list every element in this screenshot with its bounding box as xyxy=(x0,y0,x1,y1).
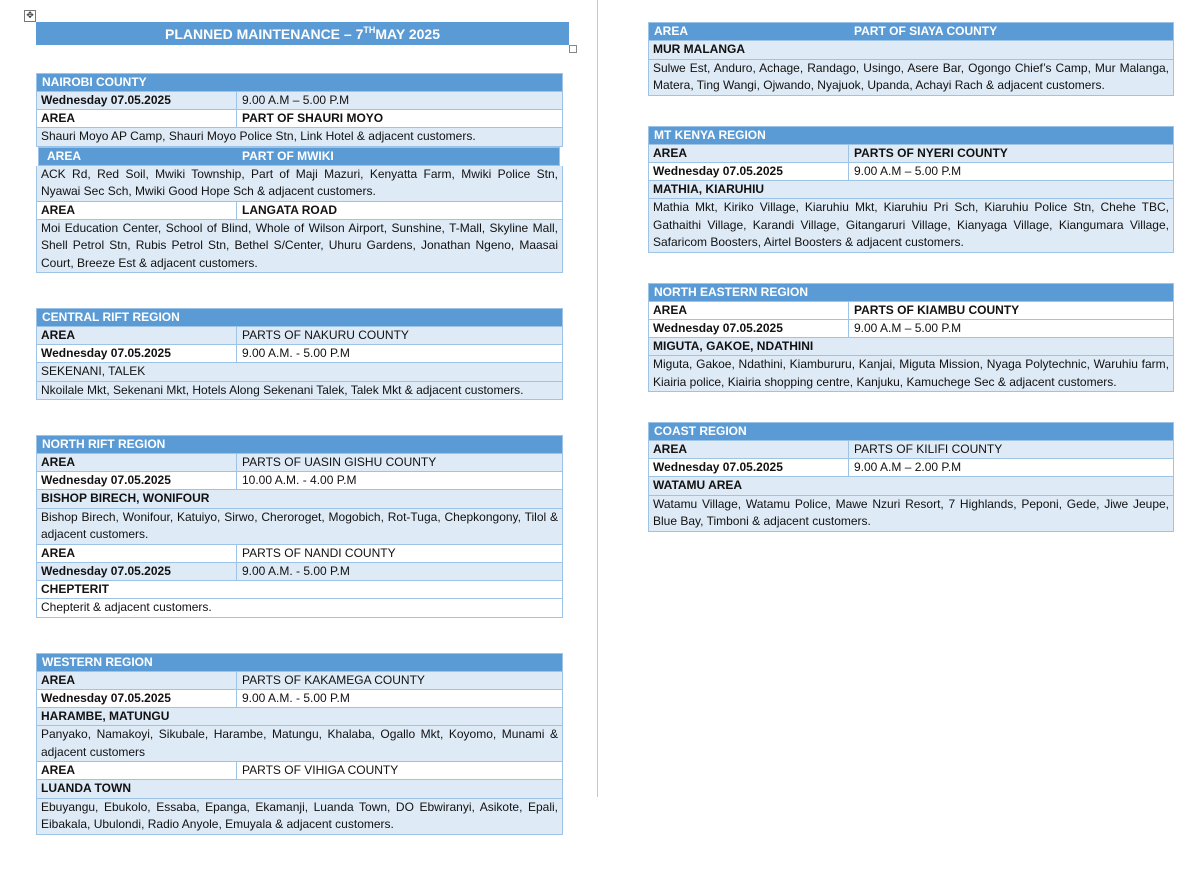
area-description: Sulwe Est, Anduro, Achage, Randago, Usingo, Asere Bar, Ogongo Chief’s Camp, Mur Malanga, Matera, Ting Wangi, Ojwando, Nyajuok, Upanda, Achayi Rach & adjacent customers. xyxy=(648,60,1174,96)
area-label: AREA xyxy=(37,327,237,344)
area-value: PART OF SIAYA COUNTY xyxy=(854,24,998,38)
date-time-row xyxy=(36,563,563,581)
time-cell: 9.00 A.M – 5.00 P.M xyxy=(854,320,962,335)
place-name: MIGUTA, GAKOE, NDATHINI xyxy=(648,338,1174,357)
area-value: PARTS OF NAKURU COUNTY xyxy=(242,328,409,342)
section-header: NAIROBI COUNTY xyxy=(36,73,563,92)
area-description: Nkoilale Mkt, Sekenani Mkt, Hotels Along Sekenani Talek, Talek Mkt & adjacent customers. xyxy=(36,382,563,401)
area-row xyxy=(648,441,1174,459)
place-name: BISHOP BIRECH, WONIFOUR xyxy=(36,490,563,509)
time-cell: 9.00 A.M – 2.00 P.M xyxy=(854,460,962,474)
area-label: AREA xyxy=(47,148,82,163)
area-label: AREA xyxy=(37,110,237,127)
nairobi-section xyxy=(36,73,563,273)
area-label: AREA xyxy=(649,302,849,319)
date-time-row xyxy=(648,459,1174,477)
place-name: WATAMU AREA xyxy=(648,477,1174,496)
title-prefix: PLANNED MAINTENANCE – 7 xyxy=(165,25,364,42)
section-header: NORTH RIFT REGION xyxy=(36,435,563,454)
area-label: AREA xyxy=(37,454,237,471)
area-description: Watamu Village, Watamu Police, Mawe Nzuri Resort, 7 Highlands, Peponi, Gede, Jiwe Jeupe, Blue Bay, Timboni & adjacent customers. xyxy=(648,496,1174,532)
area-label: AREA xyxy=(654,24,689,38)
siaya-section xyxy=(648,22,1174,96)
time-cell: 9.00 A.M. - 5.00 P.M xyxy=(242,563,350,578)
area-label: AREA xyxy=(37,762,237,779)
area-row xyxy=(36,672,563,690)
place-name: SEKENANI, TALEK xyxy=(36,363,563,382)
area-description: Shauri Moyo AP Camp, Shauri Moyo Police Stn, Link Hotel & adjacent customers. xyxy=(36,128,563,147)
area-value: LANGATA ROAD xyxy=(242,202,338,217)
mt-kenya-section xyxy=(648,126,1174,253)
area-header-row xyxy=(38,147,560,166)
page-divider xyxy=(597,0,598,797)
area-description: Mathia Mkt, Kiriko Village, Kiaruhiu Mkt, Kiaruhiu Pri Sch, Kiaruhiu Police Stn, Chehe TBC, Gathaithi Village, Karandi Village, Gitangaruri Village, Kianyaga Village, Kiangumara Village, Safaricom Boosters, Airtel Boosters & adjacent customers. xyxy=(648,199,1174,253)
area-value: PARTS OF KILIFI COUNTY xyxy=(854,442,1003,456)
area-value: PARTS OF UASIN GISHU COUNTY xyxy=(242,455,437,469)
date-cell: Wednesday 07.05.2025 xyxy=(37,563,237,580)
area-description: ACK Rd, Red Soil, Mwiki Township, Part of Maji Mazuri, Kenyatta Farm, Mwiki Police Stn, Nyawai Sec Sch, Mwiki Good Hope Sch & adjacent customers. xyxy=(36,166,563,202)
time-cell: 10.00 A.M. - 4.00 P.M xyxy=(242,473,357,487)
area-row xyxy=(36,110,563,128)
area-label: AREA xyxy=(649,441,849,458)
section-header: CENTRAL RIFT REGION xyxy=(36,308,563,327)
area-label: AREA xyxy=(37,202,237,219)
date-cell: Wednesday 07.05.2025 xyxy=(649,163,849,180)
time-cell: 9.00 A.M. - 5.00 P.M xyxy=(242,690,350,705)
area-value: PARTS OF NYERI COUNTY xyxy=(854,145,1008,160)
date-cell: Wednesday 07.05.2025 xyxy=(649,320,849,337)
area-label: AREA xyxy=(37,545,237,562)
area-value: PARTS OF VIHIGA COUNTY xyxy=(242,763,399,777)
date-time-row xyxy=(36,345,563,363)
place-name: HARAMBE, MATUNGU xyxy=(36,708,563,727)
section-header: COAST REGION xyxy=(648,422,1174,441)
western-section xyxy=(36,653,563,835)
time-cell: 9.00 A.M. - 5.00 P.M xyxy=(242,346,350,360)
place-name: LUANDA TOWN xyxy=(36,780,563,799)
section-header: MT KENYA REGION xyxy=(648,126,1174,145)
area-row xyxy=(36,327,563,345)
area-description: Miguta, Gakoe, Ndathini, Kiambururu, Kanjai, Miguta Mission, Nyaga Polytechnic, Waruhiu farm, Kiairia police, Kiairia shopping centre, Kanjuku, Kamuchege Sec & adjacent customers. xyxy=(648,356,1174,392)
north-eastern-section xyxy=(648,283,1174,393)
central-rift-section xyxy=(36,308,563,400)
time-cell: 9.00 A.M – 5.00 P.M xyxy=(242,93,350,107)
area-description: Chepterit & adjacent customers. xyxy=(36,599,563,618)
area-description: Ebuyangu, Ebukolo, Essaba, Epanga, Ekamanji, Luanda Town, DO Ebwiranyi, Asikote, Epali, Eibakala, Ubulondi, Radio Anyole, Emuyala & adjacent customers. xyxy=(36,799,563,835)
date-cell: Wednesday 07.05.2025 xyxy=(37,345,237,362)
area-description: Panyako, Namakoyi, Sikubale, Harambe, Matungu, Khalaba, Ogallo Mkt, Koyomo, Munami & adjacent customers xyxy=(36,726,563,762)
title-suffix: MAY 2025 xyxy=(375,25,440,42)
area-row xyxy=(648,145,1174,163)
date-time-row xyxy=(648,163,1174,181)
date-cell: Wednesday 07.05.2025 xyxy=(37,92,237,109)
area-value: PARTS OF KIAMBU COUNTY xyxy=(854,302,1020,317)
date-cell: Wednesday 07.05.2025 xyxy=(37,690,237,707)
place-name: MATHIA, KIARUHIU xyxy=(648,181,1174,200)
table-resize-handle[interactable] xyxy=(569,45,577,53)
area-row xyxy=(36,202,563,220)
area-value: PART OF MWIKI xyxy=(242,148,334,163)
page-title xyxy=(36,22,569,45)
left-column xyxy=(36,73,563,870)
area-label: AREA xyxy=(37,672,237,689)
area-row xyxy=(36,454,563,472)
section-header: WESTERN REGION xyxy=(36,653,563,672)
date-time-row xyxy=(36,690,563,708)
area-label: AREA xyxy=(649,145,849,162)
date-time-row xyxy=(36,92,563,110)
area-row xyxy=(648,302,1174,320)
table-move-handle-icon[interactable]: ✥ xyxy=(24,10,36,22)
date-cell: Wednesday 07.05.2025 xyxy=(649,459,849,476)
area-row xyxy=(36,545,563,563)
place-name: CHEPTERIT xyxy=(36,581,563,600)
area-row xyxy=(36,762,563,780)
right-column xyxy=(648,22,1174,562)
area-value: PARTS OF NANDI COUNTY xyxy=(242,545,396,560)
coast-section xyxy=(648,422,1174,532)
place-name: MUR MALANGA xyxy=(648,41,1174,60)
date-time-row xyxy=(648,320,1174,338)
area-value: PART OF SHAURI MOYO xyxy=(242,111,384,125)
area-header-row xyxy=(648,22,1174,41)
title-superscript: TH xyxy=(363,24,376,35)
area-description: Moi Education Center, School of Blind, Whole of Wilson Airport, Sunshine, T-Mall, Skyline Mall, Shell Petrol Stn, Rubis Petrol Stn, Bethel S/Center, Uhuru Gardens, Jonathan Ngeno, Maasai Court, Breeze Est & adjacent customers. xyxy=(36,220,563,274)
time-cell: 9.00 A.M – 5.00 P.M xyxy=(854,163,962,178)
area-value: PARTS OF KAKAMEGA COUNTY xyxy=(242,672,425,687)
north-rift-section xyxy=(36,435,563,618)
section-header: NORTH EASTERN REGION xyxy=(648,283,1174,302)
area-description: Bishop Birech, Wonifour, Katuiyo, Sirwo, Cheroroget, Mogobich, Rot-Tuga, Chepkongony, Tilol & adjacent customers. xyxy=(36,509,563,545)
date-time-row xyxy=(36,472,563,490)
date-cell: Wednesday 07.05.2025 xyxy=(37,472,237,489)
